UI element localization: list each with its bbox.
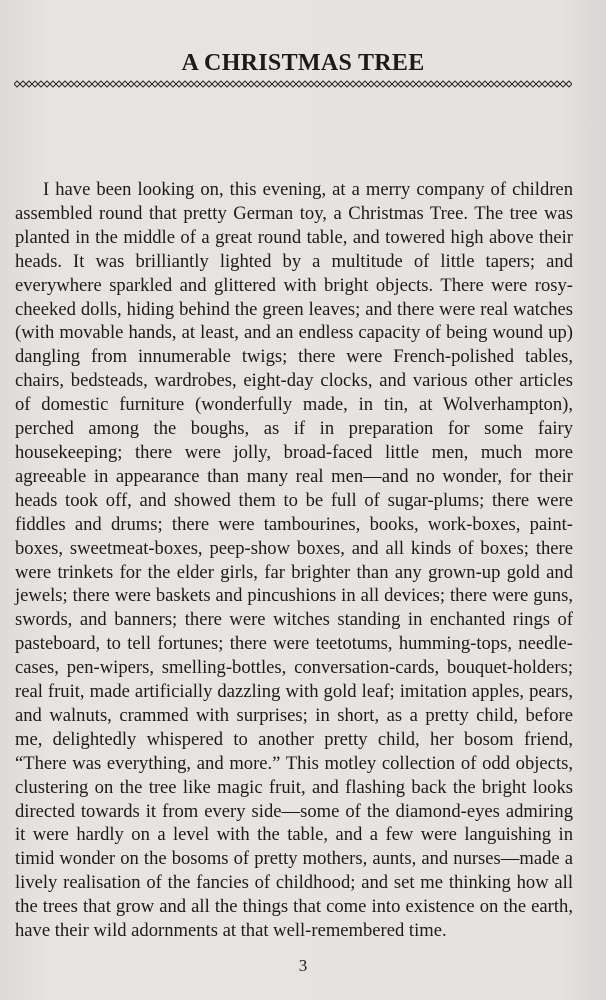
body-paragraph: I have been looking on, this evening, at a merry company of children assembled round that pretty German toy, a Christmas Tree. The tree was planted in the middle of a great round table, and towered high above their heads. It was brilliantly lighted by a multitude of little tapers; and everywhere sparkled and glittered with bright objects. There were rosy-cheeked dolls, hiding behind the green leaves; and there were real watches (with movable hands, at least, and an endless capacity of being wound up) dangling from innumerable twigs; there were French-polished tables, chairs, bedsteads, wardrobes, eight-day clocks, and various other articles of domestic furniture (wonderfully made, in tin, at Wolverhampton), perched among the boughs, as if in preparation for some fairy housekeeping; there were jolly, broad-faced little men, much more agreeable in appearance than many real men—and no wonder, for their heads took off, and showed them to be full of sugar-plums; there were fiddles and drums; there were tambourines, books, work-boxes, paint-boxes, sweetmeat-boxes, peep-show boxes, and all kinds of boxes; there were trinkets for the elder girls, far brighter than any grown-up gold and jewels; there were baskets and pincushions in all devices; there were guns, swords, and banners; there were witches standing in enchanted rings of pasteboard, to tell fortunes; there were teetotums, humming-tops, needle-cases, pen-wipers, smelling-bottles, conversation-cards, bouquet-holders; real fruit, made artificially dazzling with gold leaf; imitation apples, pears, and walnuts, crammed with surprises; in short, as a pretty child, before me, delightedly whispered to another pretty child, her bosom friend, “There was everything, and more.” This motley collection of odd objects, clustering on the tree like magic fruit, and flashing back the bright looks directed towards it from every side—some of the diamond-eyes admiring it were hardly on a level with the table, and a few were languishing in timid wonder on the bosoms of pretty mothers, aunts, and nurses—made a lively realisation of the fancies of childhood; and set me thinking how all the trees that grow and all the things that come into existence on the earth, have their wild adornments at that well-remembered time. — [15, 179, 573, 942]
page-number: 3 — [298, 956, 308, 975]
chapter-title: A CHRISTMAS TREE — [181, 50, 425, 76]
decorative-rule — [14, 80, 572, 88]
